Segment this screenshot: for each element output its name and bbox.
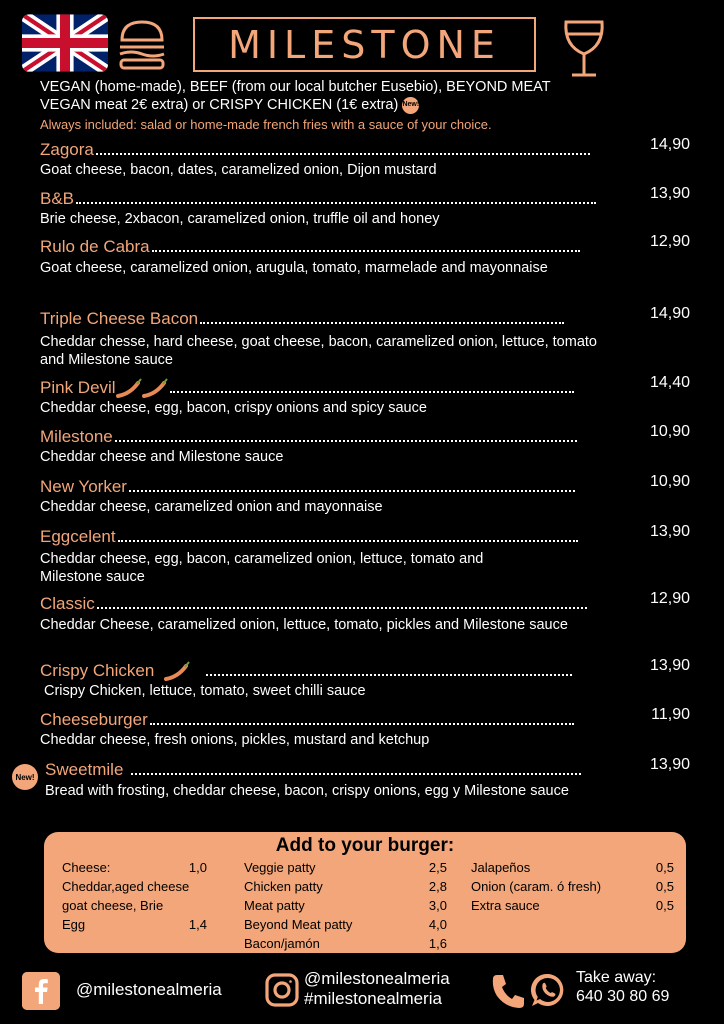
dot-leader xyxy=(76,198,596,204)
item-description: Cheddar cheese, fresh onions, pickles, mustard and ketchup xyxy=(40,732,430,748)
item-name: Zagora xyxy=(40,140,94,159)
addon-row xyxy=(244,896,447,915)
chili-pepper-icon xyxy=(116,378,142,398)
menu-footer xyxy=(0,960,724,1024)
item-price: 13,90 xyxy=(649,756,690,773)
intro-line-2-text: VEGAN meat 2€ extra) or CRISPY CHICKEN (1€ extra) xyxy=(40,97,399,113)
addon-label: Jalapeños xyxy=(471,860,531,875)
item-price: 12,90 xyxy=(649,590,690,607)
menu-item-bb[interactable] xyxy=(40,185,690,230)
item-price: 13,90 xyxy=(649,523,690,540)
item-description: Cheddar cheese, egg, bacon, crispy onions and spicy sauce xyxy=(40,400,427,416)
addon-price: 0,5 xyxy=(655,860,674,875)
menu-item-classic[interactable] xyxy=(40,590,690,634)
dot-leader xyxy=(96,149,590,155)
addon-label: Chicken patty xyxy=(244,879,323,894)
whatsapp-icon[interactable] xyxy=(530,972,566,1008)
item-price: 10,90 xyxy=(649,473,690,490)
menu-item-pink-devil[interactable] xyxy=(40,374,690,419)
item-name: B&B xyxy=(40,189,75,208)
addon-price: 1,4 xyxy=(188,917,207,932)
item-description: Cheddar cheese, caramelized onion and mayonnaise xyxy=(40,499,383,515)
addons-box xyxy=(44,832,686,953)
addons-column-2 xyxy=(244,858,447,953)
item-price: 14,90 xyxy=(649,136,690,153)
menu-item-crispy-chicken[interactable] xyxy=(40,657,690,702)
addon-row xyxy=(471,858,674,877)
item-price: 13,90 xyxy=(649,657,690,674)
item-price: 11,90 xyxy=(651,706,690,723)
menu-header xyxy=(0,0,724,80)
addons-column-3 xyxy=(471,858,674,915)
item-price: 10,90 xyxy=(649,423,690,440)
dot-leader xyxy=(129,486,575,492)
item-name: Triple Cheese Bacon xyxy=(40,309,199,328)
instagram-icon[interactable] xyxy=(264,972,300,1008)
addon-row xyxy=(471,877,674,896)
dot-leader xyxy=(131,769,581,775)
burger-icon xyxy=(116,16,168,76)
addon-row xyxy=(244,858,447,877)
addon-label: Extra sauce xyxy=(471,898,540,913)
item-name: Sweetmile xyxy=(45,760,124,779)
addon-row xyxy=(244,877,447,896)
addons-column-1 xyxy=(62,858,207,934)
dot-leader xyxy=(115,436,577,442)
menu-item-eggcelent[interactable] xyxy=(40,523,690,586)
addon-price: 0,5 xyxy=(655,879,674,894)
dot-leader xyxy=(152,246,580,252)
item-price: 14,40 xyxy=(649,374,690,391)
addon-row xyxy=(62,896,207,915)
addon-label: Egg xyxy=(62,917,86,932)
item-price: 14,90 xyxy=(649,305,690,322)
dot-leader xyxy=(206,670,572,676)
dot-leader xyxy=(97,603,587,609)
item-price: 13,90 xyxy=(649,185,690,202)
item-description: Bread with frosting, cheddar cheese, bacon, crispy onions, egg y Milestone sauce xyxy=(45,783,569,799)
addon-price: 3,0 xyxy=(428,898,447,913)
menu-item-cheeseburger[interactable] xyxy=(40,706,690,751)
item-name: Classic xyxy=(40,594,95,613)
item-description: Cheddar Cheese, caramelized onion, lettuce, tomato, pickles and Milestone sauce xyxy=(40,617,568,633)
item-name: Pink Devil xyxy=(40,378,116,397)
addon-price: 0,5 xyxy=(655,898,674,913)
brand-logo xyxy=(193,17,536,72)
addon-price: 2,5 xyxy=(428,860,447,875)
dot-leader xyxy=(150,719,574,725)
addon-row xyxy=(471,896,674,915)
item-name: Rulo de Cabra xyxy=(40,237,150,256)
addon-label: Cheese: xyxy=(62,860,111,875)
included-note: Always included: salad or home-made french fries with a sauce of your choice. xyxy=(40,117,492,132)
item-description: Cheddar chesse, hard cheese, goat cheese, bacon, caramelized onion, lettuce, tomato and Milestone sauce xyxy=(40,334,597,368)
instagram-hashtag: #milestonealmeria xyxy=(304,989,442,1008)
addon-row xyxy=(244,915,447,934)
menu-item-new-yorker[interactable] xyxy=(40,473,690,518)
chili-pepper-icon xyxy=(142,378,168,398)
addon-price: 2,8 xyxy=(428,879,447,894)
facebook-handle[interactable]: @milestonealmeria xyxy=(76,980,222,999)
new-badge: New! xyxy=(12,764,38,790)
takeaway-label: Take away: xyxy=(576,969,657,986)
menu-item-triple-cheese-bacon[interactable] xyxy=(40,305,690,369)
item-name: Milestone xyxy=(40,427,113,446)
intro-line-2 xyxy=(40,96,700,114)
item-description: Brie cheese, 2xbacon, caramelized onion, truffle oil and honey xyxy=(40,211,440,227)
addons-title: Add to your burger: xyxy=(275,835,455,856)
chili-pepper-icon xyxy=(164,661,190,681)
addon-price: 4,0 xyxy=(428,917,447,932)
intro-text xyxy=(40,78,700,133)
addon-price: 1,0 xyxy=(188,860,207,875)
addon-price: 1,6 xyxy=(428,936,447,951)
intro-line-1: VEGAN (home-made), BEEF (from our local butcher Eusebio), BEYOND MEAT xyxy=(40,79,551,95)
item-description: Cheddar cheese, egg, bacon, caramelized onion, lettuce, tomato and Milestone sauce xyxy=(40,551,484,585)
item-description: Goat cheese, bacon, dates, caramelized onion, Dijon mustard xyxy=(40,162,437,178)
addon-label: Bacon/jamón xyxy=(244,936,320,951)
addon-label: Beyond Meat patty xyxy=(244,917,353,932)
item-name: New Yorker xyxy=(40,477,127,496)
brand-name: MILESTONE xyxy=(228,22,501,67)
menu-item-sweetmile[interactable] xyxy=(15,756,690,802)
item-name: Crispy Chicken xyxy=(40,661,155,680)
dot-leader xyxy=(118,536,578,542)
phone-icon[interactable] xyxy=(490,972,526,1010)
item-name: Cheeseburger xyxy=(40,710,148,729)
addon-label: Meat patty xyxy=(244,898,305,913)
addon-row xyxy=(62,858,207,877)
dot-leader xyxy=(200,318,564,324)
menu-item-milestone[interactable] xyxy=(40,423,690,468)
addon-label: Onion (caram. ó fresh) xyxy=(471,879,602,894)
item-description: Goat cheese, caramelized onion, arugula, tomato, marmelade and mayonnaise xyxy=(40,260,548,276)
instagram-handle: @milestonealmeria xyxy=(304,969,450,988)
takeaway-info xyxy=(576,968,669,1006)
item-name: Eggcelent xyxy=(40,527,116,546)
facebook-icon[interactable] xyxy=(22,972,60,1010)
addon-row xyxy=(62,877,207,896)
item-description: Cheddar cheese and Milestone sauce xyxy=(40,449,284,465)
item-price: 12,90 xyxy=(649,233,690,250)
item-description: Crispy Chicken, lettuce, tomato, sweet chilli sauce xyxy=(44,683,366,699)
addon-row xyxy=(244,934,447,953)
addon-label: Veggie patty xyxy=(244,860,316,875)
uk-flag-icon[interactable] xyxy=(22,12,108,74)
addon-label: Cheddar,aged cheese xyxy=(62,879,190,894)
takeaway-phone[interactable]: 640 30 80 69 xyxy=(576,988,670,1005)
dot-leader xyxy=(170,387,574,393)
menu-item-rulo-de-cabra[interactable] xyxy=(40,233,690,279)
new-badge: New! xyxy=(402,97,419,114)
wine-glass-icon[interactable] xyxy=(560,18,608,80)
instagram-handles[interactable] xyxy=(304,969,450,1009)
addon-label: goat cheese, Brie xyxy=(62,898,164,913)
menu-item-zagora[interactable] xyxy=(40,136,690,181)
addon-row xyxy=(62,915,207,934)
